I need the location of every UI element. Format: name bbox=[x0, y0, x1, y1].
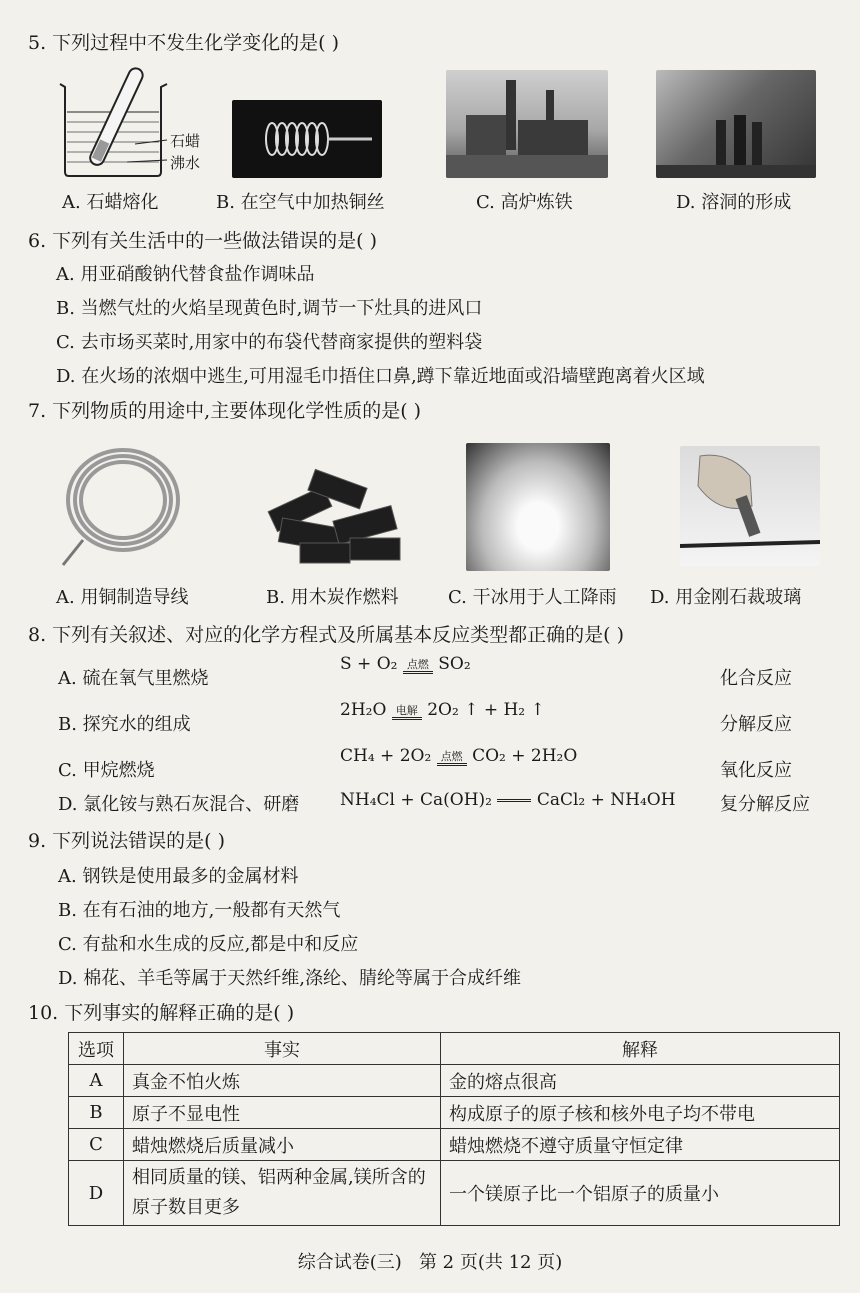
q7-option-b[interactable]: B. 用木炭作燃料 bbox=[266, 587, 399, 608]
table-header-row bbox=[69, 1033, 840, 1065]
cell-explanation: 金的熔点很高 bbox=[441, 1065, 840, 1097]
cell-explanation: 一个镁原子比一个铝原子的质量小 bbox=[441, 1161, 840, 1226]
blast-furnace-photo bbox=[446, 70, 608, 178]
cell-fact: 相同质量的镁、铝两种金属,镁所含的原子数目更多 bbox=[124, 1161, 441, 1226]
eq-condition: 电解 bbox=[392, 705, 422, 720]
q8-stem: 8. 下列有关叙述、对应的化学方程式及所属基本反应类型都正确的是( ) bbox=[28, 624, 625, 646]
q8-row-desc: A. 硫在氧气里燃烧 bbox=[58, 668, 209, 689]
table-row[interactable] bbox=[69, 1065, 840, 1097]
eq-right: 2O₂ ↑ + H₂ ↑ bbox=[427, 700, 545, 720]
eq-right: CO₂ + 2H₂O bbox=[472, 746, 578, 766]
q8-row-desc: D. 氯化铵与熟石灰混合、研磨 bbox=[58, 794, 300, 815]
q6-option-b[interactable]: B. 当燃气灶的火焰呈现黄色时,调节一下灶具的进风口 bbox=[56, 298, 483, 319]
q8-row-type: 化合反应 bbox=[720, 668, 792, 689]
q6-option-c[interactable]: C. 去市场买菜时,用家中的布袋代替商家提供的塑料袋 bbox=[56, 332, 483, 353]
cell-explanation: 构成原子的原子核和核外电子均不带电 bbox=[441, 1097, 840, 1129]
q9-stem: 9. 下列说法错误的是( ) bbox=[28, 830, 226, 852]
cell-fact: 蜡烛燃烧后质量减小 bbox=[124, 1129, 441, 1161]
eq-condition: 点燃 bbox=[437, 751, 467, 766]
table-row[interactable] bbox=[69, 1161, 840, 1226]
diamond-cutting-photo bbox=[680, 446, 820, 566]
eq-condition: 点燃 bbox=[403, 659, 433, 674]
label-wax: 石蜡 bbox=[170, 132, 201, 150]
q8-equation bbox=[340, 700, 545, 720]
eq-left: 2H₂O bbox=[340, 700, 387, 720]
q10-stem: 10. 下列事实的解释正确的是( ) bbox=[28, 1002, 295, 1024]
cell-option: C bbox=[69, 1129, 124, 1161]
header-fact: 事实 bbox=[124, 1033, 441, 1065]
q8-equation bbox=[340, 790, 676, 810]
q7-stem: 7. 下列物质的用途中,主要体现化学性质的是( ) bbox=[28, 400, 422, 422]
q9-option-d[interactable]: D. 棉花、羊毛等属于天然纤维,涤纶、腈纶等属于合成纤维 bbox=[58, 968, 521, 989]
table-row[interactable] bbox=[69, 1129, 840, 1161]
karst-cave-photo bbox=[656, 70, 816, 178]
q8-row-desc: B. 探究水的组成 bbox=[58, 714, 191, 735]
q5-option-c[interactable]: C. 高炉炼铁 bbox=[476, 192, 573, 213]
eq-double-line bbox=[497, 799, 531, 802]
table-row[interactable] bbox=[69, 1097, 840, 1129]
header-option: 选项 bbox=[69, 1033, 124, 1065]
copper-wire-photo bbox=[232, 100, 382, 178]
dry-ice-photo bbox=[466, 443, 610, 571]
cell-fact: 原子不显电性 bbox=[124, 1097, 441, 1129]
cell-option: B bbox=[69, 1097, 124, 1129]
q6-option-a[interactable]: A. 用亚硝酸钠代替食盐作调味品 bbox=[56, 264, 315, 285]
q9-option-c[interactable]: C. 有盐和水生成的反应,都是中和反应 bbox=[58, 934, 359, 955]
cell-fact: 真金不怕火炼 bbox=[124, 1065, 441, 1097]
q5-option-d[interactable]: D. 溶洞的形成 bbox=[676, 192, 792, 213]
cell-option: D bbox=[69, 1161, 124, 1226]
header-explanation: 解释 bbox=[441, 1033, 840, 1065]
q7-option-c[interactable]: C. 干冰用于人工降雨 bbox=[448, 587, 617, 608]
q9-option-b[interactable]: B. 在有石油的地方,一般都有天然气 bbox=[58, 900, 341, 921]
q8-row-type: 氧化反应 bbox=[720, 760, 792, 781]
eq-right: CaCl₂ + NH₄OH bbox=[536, 790, 676, 810]
q8-row-type: 分解反应 bbox=[720, 714, 792, 735]
copper-coil-photo bbox=[58, 440, 188, 570]
q8-equation bbox=[340, 654, 471, 674]
q5-option-b[interactable]: B. 在空气中加热铜丝 bbox=[216, 192, 385, 213]
eq-right: SO₂ bbox=[438, 654, 471, 674]
q8-row-type: 复分解反应 bbox=[720, 794, 810, 815]
q9-option-a[interactable]: A. 钢铁是使用最多的金属材料 bbox=[58, 866, 299, 887]
q7-option-a[interactable]: A. 用铜制造导线 bbox=[56, 587, 189, 608]
q8-equation bbox=[340, 746, 577, 766]
page-footer: 综合试卷(三) 第 2 页(共 12 页) bbox=[297, 1252, 563, 1273]
charcoal-photo bbox=[260, 458, 410, 566]
q8-row-desc: C. 甲烷燃烧 bbox=[58, 760, 155, 781]
q5-stem: 5. 下列过程中不发生化学变化的是( ) bbox=[28, 32, 340, 54]
eq-left: S + O₂ bbox=[340, 654, 398, 674]
q10-table bbox=[68, 1032, 840, 1226]
q6-option-d[interactable]: D. 在火场的浓烟中逃生,可用湿毛巾捂住口鼻,蹲下靠近地面或沿墙壁跑离着火区域 bbox=[56, 366, 705, 387]
q7-option-d[interactable]: D. 用金刚石裁玻璃 bbox=[650, 587, 802, 608]
eq-left: NH₄Cl + Ca(OH)₂ bbox=[340, 790, 492, 810]
cell-option: A bbox=[69, 1065, 124, 1097]
cell-explanation: 蜡烛燃烧不遵守质量守恒定律 bbox=[441, 1129, 840, 1161]
eq-left: CH₄ + 2O₂ bbox=[340, 746, 432, 766]
q5-option-a[interactable]: A. 石蜡熔化 bbox=[62, 192, 159, 213]
q6-stem: 6. 下列有关生活中的一些做法错误的是( ) bbox=[28, 230, 378, 252]
label-boiling-water: 沸水 bbox=[170, 154, 201, 172]
